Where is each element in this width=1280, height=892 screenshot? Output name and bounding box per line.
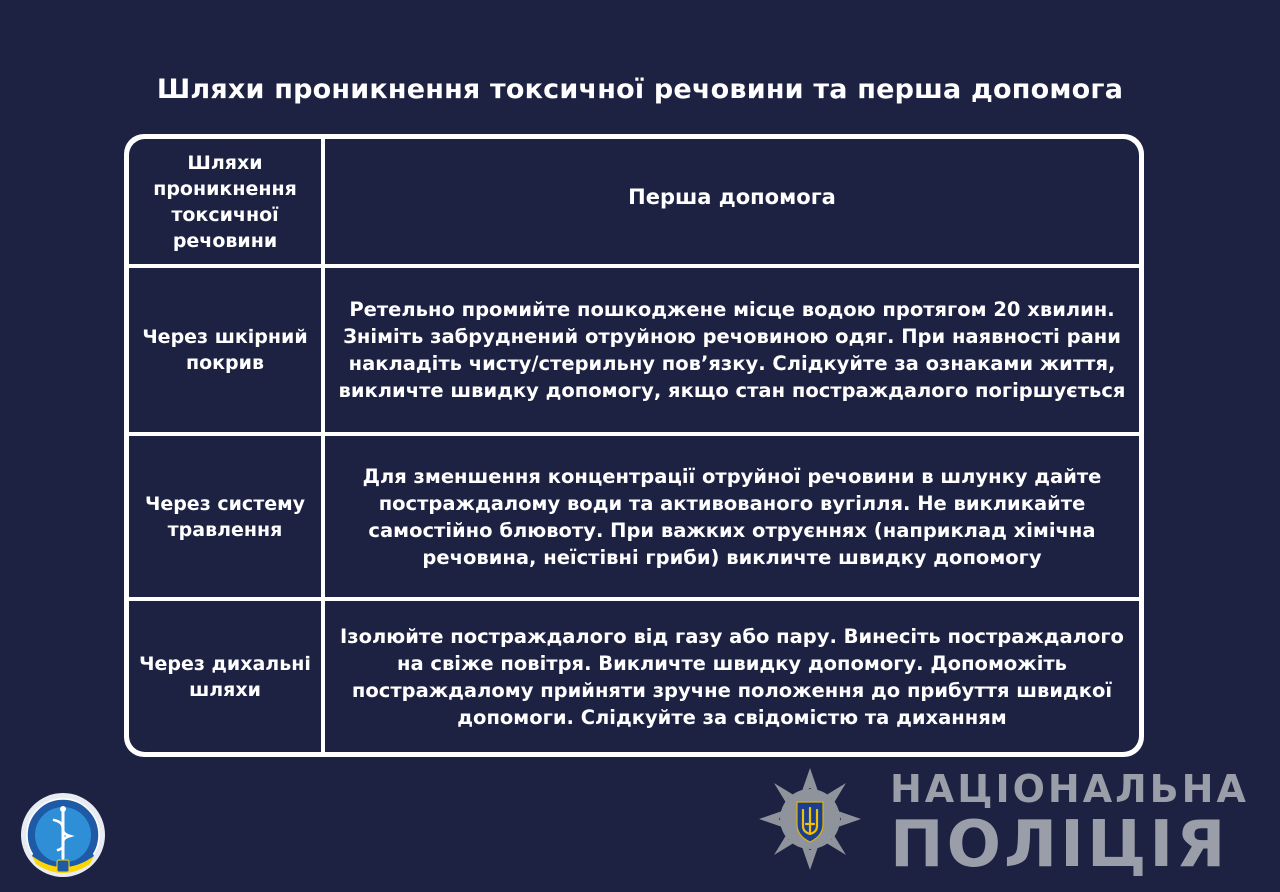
aid-cell-respiratory: Ізолюйте постраждалого від газу або пару. Винесіть постраждалого на свіже повітря. Викличте швидку допомогу. Допоможіть постраждалому прийняти зручне положення до прибуття швидкої допомоги. Слідкуйте за свідомістю та диханням bbox=[325, 601, 1139, 752]
police-logo-text bbox=[890, 767, 1249, 882]
route-cell-skin: Через шкірний покрив bbox=[129, 268, 321, 432]
first-aid-table-grid bbox=[129, 139, 1139, 752]
police-star-trident-icon bbox=[755, 764, 865, 874]
medical-service-emblem-icon bbox=[18, 790, 108, 880]
police-logo-line2: ПОЛІЦІЯ bbox=[890, 808, 1229, 882]
header-aid-cell: Перша допомога bbox=[325, 139, 1139, 264]
route-cell-respiratory: Через дихальні шляхи bbox=[129, 601, 321, 752]
page-title: Шляхи проникнення токсичної речовини та перша допомога bbox=[156, 74, 1124, 105]
police-logo-line1: НАЦІОНАЛЬНА bbox=[890, 767, 1249, 811]
aid-cell-digestive: Для зменшення концентрації отруйної речовини в шлунку дайте постраждалому води та активованого вугілля. Не викликайте самостійно блювоту. При важких отруєннях (наприклад хімічна речовина, неїстівні гриби) викличте швидку допомогу bbox=[325, 436, 1139, 597]
aid-cell-skin: Ретельно промийте пошкоджене місце водою протягом 20 хвилин. Зніміть забруднений отруйною речовиною одяг. При наявності рани накладіть чисту/стерильну пов’язку. Слідкуйте за ознаками життя, викличте швидку допомогу, якщо стан постраждалого погіршується bbox=[325, 268, 1139, 432]
first-aid-table bbox=[124, 134, 1144, 757]
header-route-cell: Шляхи проникнення токсичної речовини bbox=[129, 139, 321, 264]
route-cell-digestive: Через систему травлення bbox=[129, 436, 321, 597]
